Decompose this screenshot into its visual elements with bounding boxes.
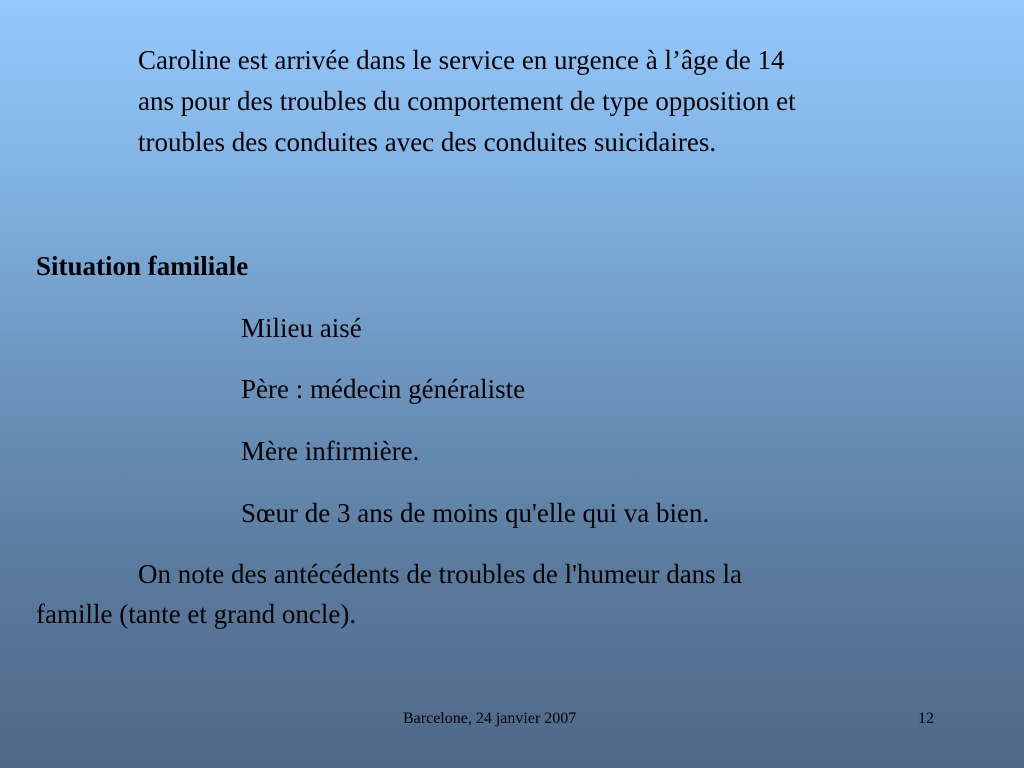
family-item: Père : médecin généraliste: [241, 374, 526, 404]
intro-line: Caroline est arrivée dans le service en urgence à l’âge de 14: [138, 45, 785, 75]
note-line: famille (tante et grand oncle).: [36, 599, 357, 629]
family-item: Milieu aisé: [241, 313, 362, 343]
family-item: Sœur de 3 ans de moins qu'elle qui va bien.: [241, 498, 710, 528]
footer-page-number: 12: [918, 710, 934, 727]
intro-paragraph: [138, 40, 998, 163]
intro-line: troubles des conduites avec des conduites suicidaires.: [138, 127, 717, 157]
note-line: On note des antécédents de troubles de l'humeur dans la: [138, 559, 742, 589]
intro-line: ans pour des troubles du comportement de type opposition et: [138, 86, 796, 116]
family-item: Mère infirmière.: [241, 436, 420, 466]
section-heading: Situation familiale: [36, 251, 249, 281]
footer-location-date: Barcelone, 24 janvier 2007: [403, 710, 577, 727]
